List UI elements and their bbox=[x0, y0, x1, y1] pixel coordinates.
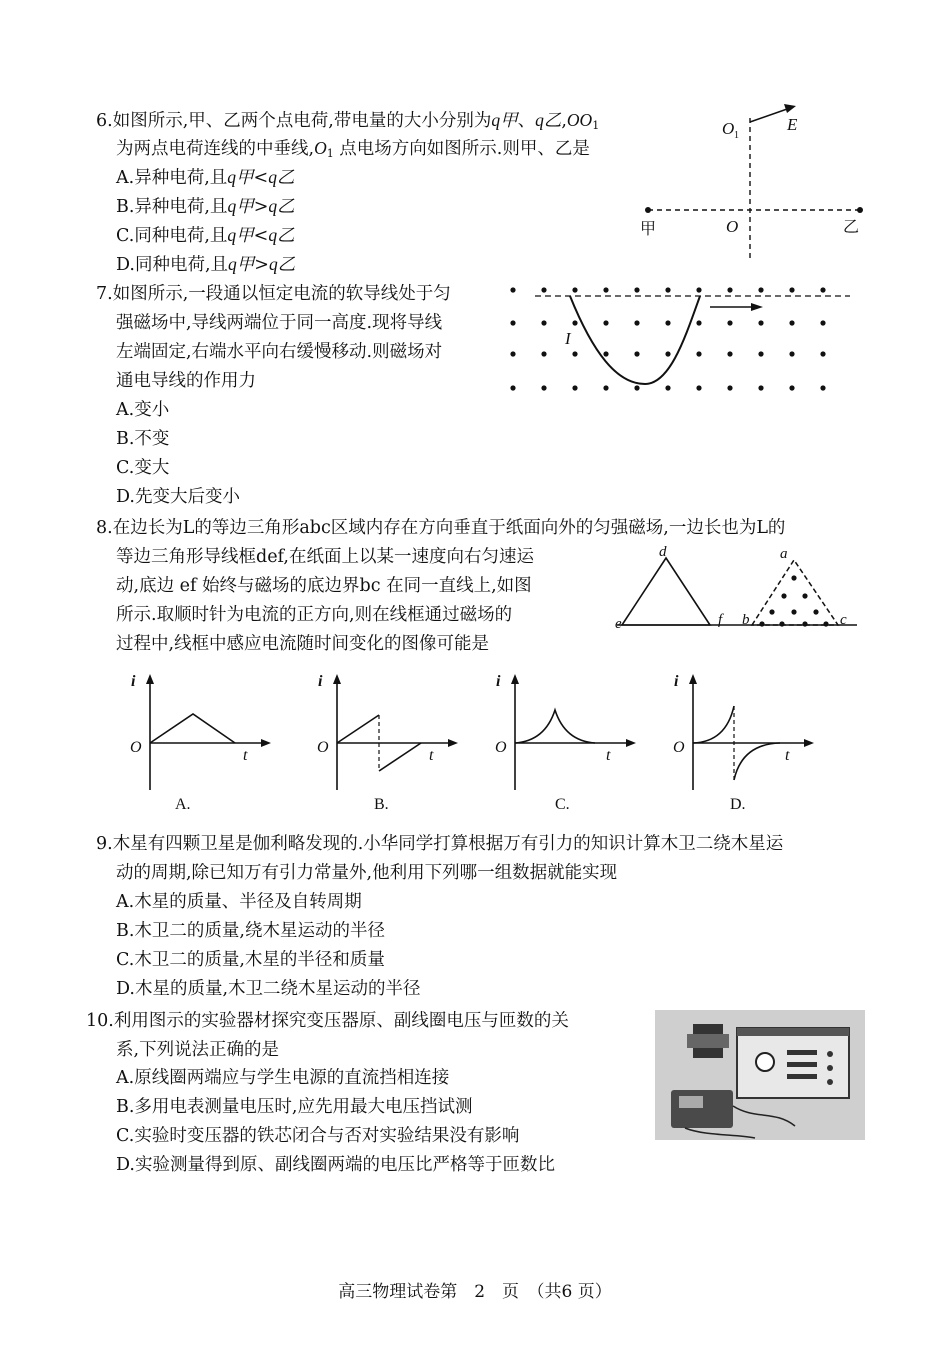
q9-option-d: D.木星的质量,木卫二绕木星运动的半径 bbox=[116, 979, 421, 999]
q9-option-b: B.木卫二的质量,绕木星运动的半径 bbox=[116, 921, 385, 941]
q8-line5: 过程中,线框中感应电流随时间变化的图像可能是 bbox=[116, 634, 490, 654]
svg-text:t: t bbox=[429, 747, 434, 764]
q9-option-a: A.木星的质量、半径及自转周期 bbox=[116, 892, 362, 912]
field-arrow bbox=[750, 108, 790, 122]
svg-text:t: t bbox=[606, 747, 611, 764]
field-dot bbox=[510, 320, 515, 325]
svg-text:t: t bbox=[785, 747, 790, 764]
field-dot bbox=[789, 287, 794, 292]
svg-text:b: b bbox=[742, 612, 750, 628]
field-dot bbox=[791, 609, 796, 614]
field-dot bbox=[634, 385, 639, 390]
q10-option-c: C.实验时变压器的铁芯闭合与否对实验结果没有影响 bbox=[116, 1126, 520, 1146]
multimeter bbox=[671, 1090, 733, 1128]
field-dot bbox=[603, 351, 608, 356]
field-dot bbox=[665, 320, 670, 325]
q6-option-b: B.异种电荷,且q甲>q乙 bbox=[116, 196, 295, 217]
q6-option-d: D.同种电荷,且q甲>q乙 bbox=[116, 254, 296, 275]
q7-option-b: B.不变 bbox=[116, 429, 170, 449]
svg-text:i: i bbox=[131, 673, 136, 690]
field-dot bbox=[572, 320, 577, 325]
field-dot bbox=[820, 320, 825, 325]
field-dot bbox=[665, 351, 670, 356]
field-dot bbox=[727, 287, 732, 292]
q6-figure bbox=[630, 100, 870, 260]
field-dot bbox=[603, 287, 608, 292]
field-dot bbox=[665, 385, 670, 390]
svg-text:A.: A. bbox=[175, 796, 191, 813]
q8-graph-c bbox=[490, 670, 640, 820]
field-dots bbox=[759, 575, 828, 626]
field-dot bbox=[820, 287, 825, 292]
field-dot bbox=[779, 621, 784, 626]
field-dot bbox=[603, 320, 608, 325]
field-dot bbox=[634, 287, 639, 292]
svg-text:i: i bbox=[318, 673, 323, 690]
svg-text:O: O bbox=[726, 217, 739, 236]
field-dot bbox=[541, 385, 546, 390]
field-dot bbox=[781, 593, 786, 598]
svg-text:O: O bbox=[130, 739, 142, 756]
svg-text:O: O bbox=[495, 739, 507, 756]
q7-line1: 7.如图所示,一段通以恒定电流的软导线处于匀 bbox=[96, 284, 451, 304]
field-dot bbox=[696, 287, 701, 292]
field-dot bbox=[541, 320, 546, 325]
charge-jia bbox=[645, 207, 651, 213]
wire bbox=[570, 296, 700, 384]
svg-text:O: O bbox=[673, 739, 685, 756]
q8-line3: 动,底边 ef 始终与磁场的底边界bc 在同一直线上,如图 bbox=[116, 576, 532, 596]
svg-text:i: i bbox=[496, 673, 501, 690]
field-dot bbox=[665, 287, 670, 292]
svg-text:O: O bbox=[722, 119, 735, 138]
field-dot bbox=[541, 351, 546, 356]
field-dot bbox=[634, 351, 639, 356]
dial-icon bbox=[756, 1053, 774, 1071]
field-dot bbox=[759, 621, 764, 626]
q10-line1: 10.利用图示的实验器材探究变压器原、副线圈电压与匝数的关 bbox=[86, 1011, 569, 1031]
svg-text:i: i bbox=[674, 673, 679, 690]
field-dot bbox=[820, 385, 825, 390]
field-dot bbox=[634, 320, 639, 325]
q9-line2: 动的周期,除已知万有引力常量外,他利用下列哪一组数据就能实现 bbox=[116, 863, 618, 883]
q6-line2: 为两点电荷连线的中垂线$,O_1$ 点电场方向如图所示.则甲、乙是 bbox=[116, 138, 590, 160]
svg-text:a: a bbox=[780, 546, 788, 562]
svg-text:E: E bbox=[787, 115, 798, 134]
field-dot bbox=[727, 385, 732, 390]
field-dot bbox=[789, 351, 794, 356]
q10-line2: 系,下列说法正确的是 bbox=[116, 1040, 280, 1060]
field-dot bbox=[603, 385, 608, 390]
q7-line4: 通电导线的作用力 bbox=[116, 371, 256, 391]
page-footer: 高三物理试卷第 2 页 （共6 页） bbox=[338, 1282, 612, 1302]
field-dot bbox=[791, 575, 796, 580]
field-dot bbox=[813, 609, 818, 614]
field-dot bbox=[820, 351, 825, 356]
field-dot bbox=[758, 351, 763, 356]
q8-graph-b bbox=[312, 670, 462, 820]
q8-graph-a bbox=[125, 670, 275, 820]
svg-text:O: O bbox=[317, 739, 329, 756]
field-region-abc bbox=[752, 560, 838, 625]
field-dot bbox=[510, 287, 515, 292]
q9-option-c: C.木卫二的质量,木星的半径和质量 bbox=[116, 950, 385, 970]
field-dot bbox=[696, 351, 701, 356]
svg-text:e: e bbox=[615, 616, 622, 632]
q8-line2: 等边三角形导线框def,在纸面上以某一速度向右匀速运 bbox=[116, 547, 534, 567]
q6-option-c: C.同种电荷,且q甲<q乙 bbox=[116, 225, 295, 246]
q10-option-a: A.原线圈两端应与学生电源的直流挡相连接 bbox=[116, 1068, 450, 1088]
field-dot bbox=[572, 385, 577, 390]
q7-line3: 左端固定,右端水平向右缓慢移动.则磁场对 bbox=[116, 342, 443, 362]
svg-text:1: 1 bbox=[734, 130, 739, 141]
q6-line1: 6.如图所示,甲、乙两个点电荷,带电量的大小分别为q甲、q乙$,OO_1$ bbox=[96, 110, 600, 132]
q7-option-d: D.先变大后变小 bbox=[116, 487, 240, 507]
field-dot bbox=[727, 351, 732, 356]
transformer-equipment-photo bbox=[655, 1010, 865, 1140]
magnetic-field-dots bbox=[510, 287, 825, 390]
field-dot bbox=[696, 385, 701, 390]
svg-text:d: d bbox=[659, 544, 667, 560]
q7-option-a: A.变小 bbox=[116, 400, 170, 420]
q8-line4: 所示.取顺时针为电流的正方向,则在线框通过磁场的 bbox=[116, 605, 513, 625]
q7-option-c: C.变大 bbox=[116, 458, 170, 478]
q10-option-b: B.多用电表测量电压时,应先用最大电压挡试测 bbox=[116, 1097, 473, 1117]
svg-text:D.: D. bbox=[730, 796, 746, 813]
q7-line2: 强磁场中,导线两端位于同一高度.现将导线 bbox=[116, 313, 443, 333]
svg-text:C.: C. bbox=[555, 796, 570, 813]
q9-line1: 9.木星有四颗卫星是伽利略发现的.小华同学打算根据万有引力的知识计算木卫二绕木星运 bbox=[96, 834, 784, 854]
field-dot bbox=[758, 287, 763, 292]
q-jia: q甲 bbox=[491, 110, 518, 130]
field-dot bbox=[758, 385, 763, 390]
field-dot bbox=[823, 621, 828, 626]
q-yi: q乙 bbox=[535, 110, 562, 130]
frame-def bbox=[622, 558, 710, 625]
svg-text:I: I bbox=[565, 329, 571, 348]
q8-figure bbox=[612, 544, 862, 633]
svg-text:c: c bbox=[840, 612, 847, 628]
field-dot bbox=[727, 320, 732, 325]
svg-text:f: f bbox=[718, 612, 723, 628]
charge-yi bbox=[857, 207, 863, 213]
q10-option-d: D.实验测量得到原、副线圈两端的电压比严格等于匝数比 bbox=[116, 1155, 555, 1175]
field-dot bbox=[802, 621, 807, 626]
field-dot bbox=[696, 320, 701, 325]
field-dot bbox=[769, 609, 774, 614]
field-dot bbox=[758, 320, 763, 325]
field-dot bbox=[802, 593, 807, 598]
field-dot bbox=[789, 320, 794, 325]
svg-text:甲: 甲 bbox=[640, 221, 657, 238]
field-dot bbox=[789, 385, 794, 390]
field-dot bbox=[510, 385, 515, 390]
svg-text:B.: B. bbox=[374, 796, 389, 813]
field-dot bbox=[541, 287, 546, 292]
svg-text:乙: 乙 bbox=[843, 219, 860, 236]
q8-graph-d bbox=[668, 670, 818, 820]
q6-option-a: A.异种电荷,且q甲<q乙 bbox=[116, 167, 295, 188]
field-dot bbox=[572, 287, 577, 292]
field-dot bbox=[572, 351, 577, 356]
svg-text:t: t bbox=[243, 747, 248, 764]
q8-line1: 8.在边长为L的等边三角形abc区域内存在方向垂直于纸面向外的匀强磁场,一边长也为L的 bbox=[96, 518, 786, 538]
q7-figure bbox=[505, 278, 855, 398]
field-dot bbox=[510, 351, 515, 356]
